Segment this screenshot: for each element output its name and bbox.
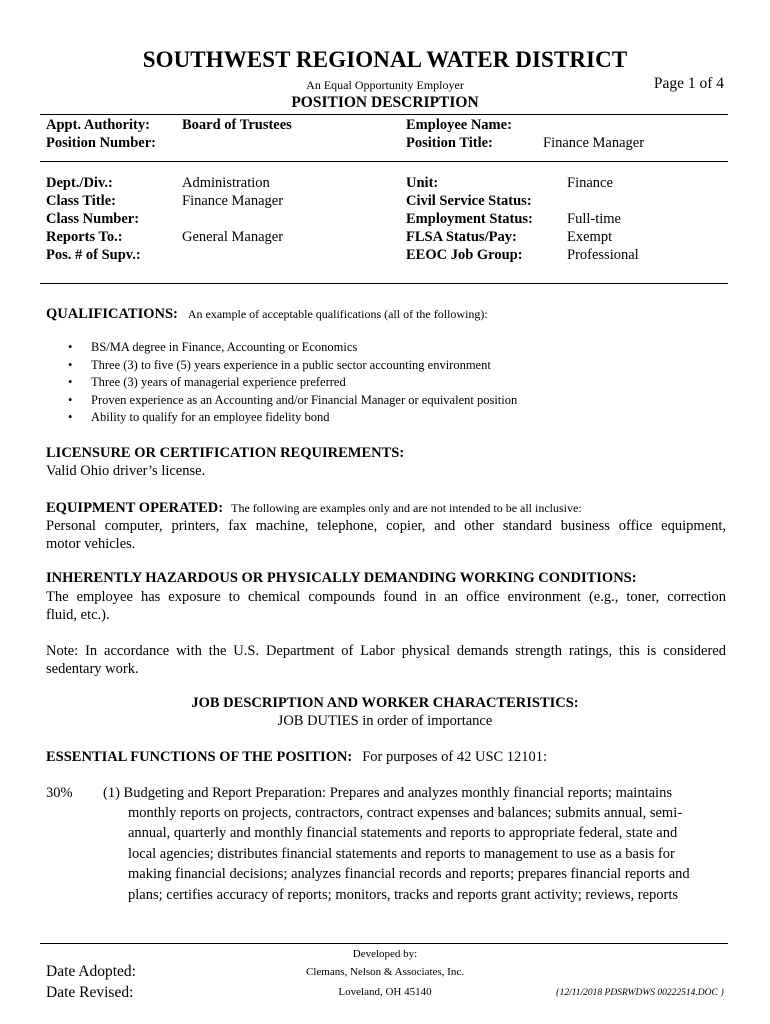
dept-div-label: Dept./Div.:	[46, 175, 113, 191]
essential-functions-intro: For purposes of 42 USC 12101:	[362, 749, 548, 765]
class-number-label: Class Number:	[46, 211, 140, 227]
duty-line: monthly reports on projects, contractors, contract expenses and balances; submits annual, semi-	[128, 805, 683, 821]
qualifications-heading: QUALIFICATIONS:	[46, 306, 178, 322]
job-description-heading: JOB DESCRIPTION AND WORKER CHARACTERISTICS:	[191, 695, 579, 711]
employee-name-label: Employee Name:	[406, 117, 512, 133]
class-title-label: Class Title:	[46, 193, 116, 209]
appt-authority-value: Board of Trustees	[182, 117, 292, 133]
essential-functions-row	[46, 748, 547, 766]
equipment-intro: The following are examples only and are not intended to be all inclusive:	[231, 501, 582, 515]
list-item: • Proven experience as an Accounting and/or Financial Manager or equivalent position	[46, 392, 517, 410]
developed-by-label: Developed by:	[352, 948, 418, 960]
reports-to-value: General Manager	[182, 229, 284, 245]
dept-div-value: Administration	[182, 175, 270, 191]
footer-divider	[40, 943, 728, 944]
equipment-heading: EQUIPMENT OPERATED:	[46, 500, 224, 516]
bullet-icon: •	[68, 410, 73, 425]
position-number-label: Position Number:	[46, 135, 156, 151]
document-type-heading: POSITION DESCRIPTION	[291, 94, 479, 111]
header-divider	[40, 114, 728, 115]
eeoc-group-label: EEOC Job Group:	[406, 247, 523, 263]
pos-supv-label: Pos. # of Supv.:	[46, 247, 141, 263]
equipment-heading-row	[46, 499, 582, 517]
equipment-text-line1: Personal computer, printers, fax machine, telephone, copier, and other standard business office equipment,	[46, 518, 726, 534]
eeoc-group-value: Professional	[567, 247, 639, 263]
list-item: • Three (3) years of managerial experience preferred	[46, 374, 517, 392]
duty-line: making financial decisions; analyzes financial records and reports; prepares financial reports and	[128, 866, 690, 882]
unit-value: Finance	[567, 175, 613, 191]
hazardous-text-line1: The employee has exposure to chemical compounds found in an office environment (e.g., toner, correction	[46, 589, 726, 605]
flsa-status-label: FLSA Status/Pay:	[406, 229, 517, 245]
info-bottom-divider	[40, 283, 728, 284]
qualifications-list	[46, 339, 517, 427]
civil-service-label: Civil Service Status:	[406, 193, 532, 209]
bullet-icon: •	[68, 340, 73, 354]
duty-percent: 30%	[46, 785, 73, 801]
note-text-line2: sedentary work.	[46, 661, 139, 677]
duty-line: annual, quarterly and monthly financial statements and reports to appropriate federal, state and	[128, 825, 678, 841]
equipment-text-line2: motor vehicles.	[46, 536, 136, 552]
essential-functions-heading: ESSENTIAL FUNCTIONS OF THE POSITION:	[46, 749, 353, 765]
page-number: Page 1 of 4	[653, 75, 724, 92]
appt-authority-label: Appt. Authority:	[46, 117, 150, 133]
date-adopted-label: Date Adopted:	[46, 963, 136, 980]
equal-opportunity-subtitle: An Equal Opportunity Employer	[306, 78, 464, 92]
duty-line: plans; certifies accuracy of reports; monitors, tracks and reports grant activity; reviews, reports	[128, 887, 679, 903]
bullet-icon: •	[68, 357, 73, 372]
bullet-icon: •	[68, 392, 73, 407]
employment-status-value: Full-time	[567, 211, 621, 227]
job-duties-subheading: JOB DUTIES in order of importance	[277, 713, 493, 729]
duty-line: (1) Budgeting and Report Preparation: Prepares and analyzes monthly financial reports; maintains	[103, 785, 672, 801]
reports-to-label: Reports To.:	[46, 229, 123, 245]
qualifications-section	[46, 305, 488, 323]
firm-location: Loveland, OH 45140	[338, 986, 432, 998]
list-item: • Ability to qualify for an employee fidelity bond	[46, 409, 517, 427]
list-item: • Three (3) to five (5) years experience in a public sector accounting environment	[46, 357, 517, 375]
licensure-text: Valid Ohio driver’s license.	[46, 463, 206, 479]
duty-line: local agencies; distributes financial statements and reports to management to use as a basis for	[128, 846, 675, 862]
flsa-status-value: Exempt	[567, 229, 613, 245]
licensure-heading: LICENSURE OR CERTIFICATION REQUIREMENTS:	[46, 445, 405, 461]
firm-name: Clemans, Nelson & Associates, Inc.	[306, 966, 464, 978]
note-text-line1: Note: In accordance with the U.S. Department of Labor physical demands strength ratings, this is considered	[46, 643, 726, 659]
position-title-label: Position Title:	[406, 135, 493, 151]
position-title-value: Finance Manager	[543, 135, 645, 151]
hazardous-text-line2: fluid, etc.).	[46, 607, 110, 623]
info-divider	[40, 161, 728, 162]
class-title-value: Finance Manager	[182, 193, 284, 209]
hazardous-heading: INHERENTLY HAZARDOUS OR PHYSICALLY DEMANDING WORKING CONDITIONS:	[46, 570, 637, 586]
date-revised-label: Date Revised:	[46, 984, 134, 1001]
qualifications-intro: An example of acceptable qualifications (all of the following):	[187, 307, 488, 321]
bullet-icon: •	[68, 375, 73, 390]
document-reference: {12/11/2018 PDSRWDWS 00222514.DOC }	[555, 988, 724, 998]
unit-label: Unit:	[406, 175, 439, 191]
list-item: • BS/MA degree in Finance, Accounting or Economics	[46, 339, 517, 357]
employment-status-label: Employment Status:	[406, 211, 533, 227]
organization-title: SOUTHWEST REGIONAL WATER DISTRICT	[142, 47, 628, 72]
